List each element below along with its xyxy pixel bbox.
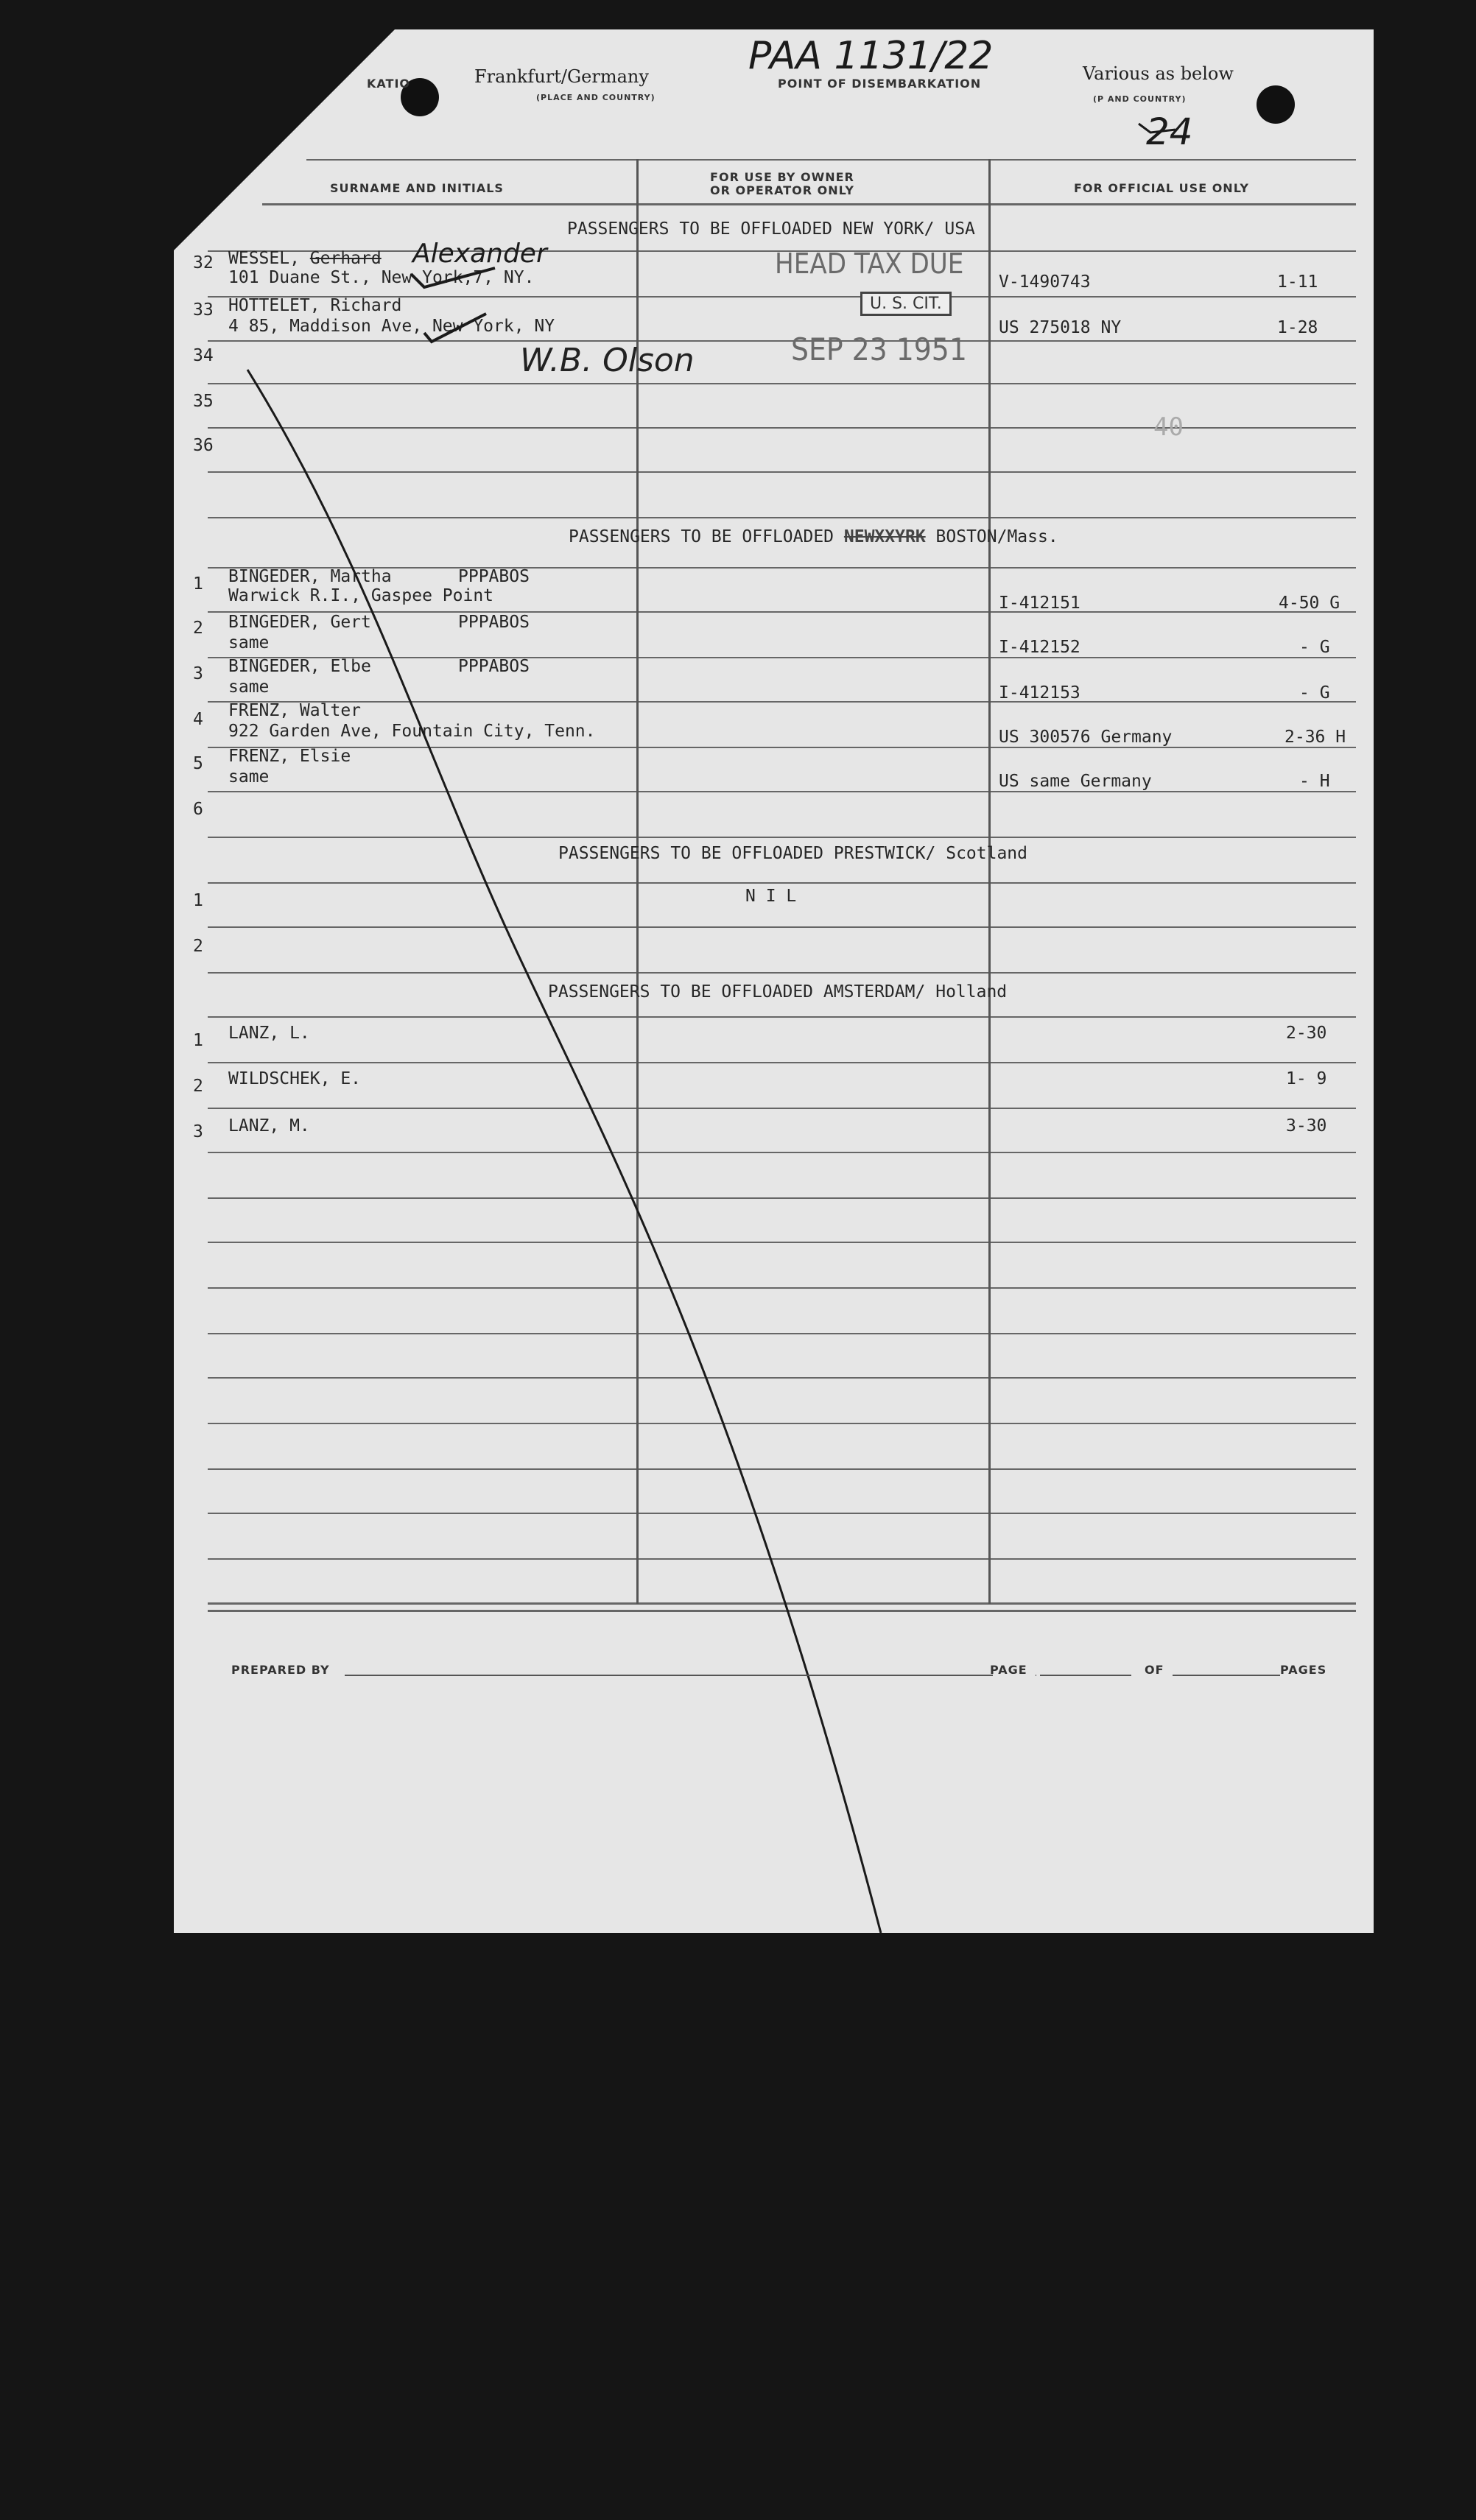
row-code-right: 1-28 [1277, 318, 1318, 337]
row-code-right: 2-30 [1286, 1024, 1327, 1043]
section-title-new-york: PASSENGERS TO BE OFFLOADED NEW YORK/ USA [567, 219, 975, 239]
row-code-right: - G [1299, 638, 1330, 657]
row-line1: LANZ, M. [228, 1116, 310, 1136]
row-line1: WESSEL, Gerhard [228, 249, 382, 268]
row-line2: same [228, 767, 270, 786]
row-number: 34 [193, 346, 214, 365]
cancellation-stroke [174, 29, 1374, 1933]
handwritten-mark: 24 [1146, 110, 1193, 153]
row-line1: BINGEDER, Gert [228, 613, 371, 632]
row-number: 3 [193, 1122, 203, 1141]
row-official: I-412151 [999, 594, 1080, 613]
row-number: 36 [193, 436, 214, 455]
row-number: 3 [193, 664, 203, 683]
inspector-signature: W.B. Olson [520, 342, 695, 379]
row-official: I-412153 [999, 683, 1080, 703]
row-number: 2 [193, 619, 203, 638]
row-number: 5 [193, 754, 203, 773]
row-code-right: - H [1299, 772, 1330, 791]
embarkation-label-fragment: KATIO [367, 77, 411, 91]
row-line1: BINGEDER, Martha [228, 567, 392, 586]
disembarkation-value: Various as below [1083, 63, 1234, 84]
row-code: PPPABOS [458, 657, 530, 676]
row-line2: same [228, 633, 270, 652]
row-line1: BINGEDER, Elbe [228, 657, 371, 676]
manifest-sheet [174, 29, 1374, 1933]
row-code-right: 2-36 H [1285, 728, 1346, 747]
section-title-amsterdam: PASSENGERS TO BE OFFLOADED AMSTERDAM/ Holland [548, 982, 1008, 1002]
section-title-prestwick: PASSENGERS TO BE OFFLOADED PRESTWICK/ Scotland [558, 844, 1027, 863]
row-number: 33 [193, 300, 214, 320]
row-line1: FRENZ, Elsie [228, 747, 351, 766]
row-line2: 4 85, Maddison Ave, New York, NY [228, 317, 555, 336]
row-official: V-1490743 [999, 272, 1091, 292]
prepared-by-line [345, 1675, 993, 1676]
row-official: US 275018 NY [999, 318, 1122, 337]
row-official: US same Germany [999, 772, 1152, 791]
disembarkation-label: POINT OF DISEMBARKATION [778, 77, 982, 91]
row-number: 2 [193, 937, 203, 956]
date-stamp: SEP 23 1951 [791, 331, 967, 367]
row-code-right: - G [1299, 683, 1330, 703]
row-number: 1 [193, 1031, 203, 1050]
of-line [1173, 1675, 1280, 1676]
pages-label: PAGES [1280, 1663, 1327, 1677]
row-line2: Warwick R.I., Gaspee Point [228, 586, 494, 605]
row-number: 32 [193, 253, 214, 272]
faded-number: 40 [1153, 412, 1184, 442]
head-tax-stamp: HEAD TAX DUE [775, 247, 964, 280]
prepared-by-label: PREPARED BY [231, 1663, 330, 1677]
row-number: 6 [193, 800, 203, 819]
page-line [1040, 1675, 1131, 1676]
place-of-embarkation: Frankfurt/Germany [474, 66, 649, 87]
page-label: PAGE [990, 1663, 1027, 1677]
place-sub-label: (PLACE AND COUNTRY) [536, 93, 656, 102]
row-line1: HOTTELET, Richard [228, 296, 402, 315]
row-line1: FRENZ, Walter [228, 701, 362, 720]
row-line1: LANZ, L. [228, 1024, 310, 1043]
section-title-boston: PASSENGERS TO BE OFFLOADED NEWXXYRK BOSTON/Mass. [569, 527, 1058, 546]
handwritten-top-number: PAA 1131/22 [748, 34, 994, 78]
row-line2: same [228, 677, 270, 697]
row-code: PPPABOS [458, 567, 530, 586]
col-header-surname: SURNAME AND INITIALS [330, 181, 504, 195]
row-official: I-412152 [999, 638, 1080, 657]
row-number: 1 [193, 891, 203, 910]
row-line2: 922 Garden Ave, Fountain City, Tenn. [228, 722, 596, 741]
row-code-right: 4-50 G [1279, 594, 1340, 613]
row-line1: WILDSCHEK, E. [228, 1069, 362, 1088]
row-number: 1 [193, 574, 203, 594]
row-official: US 300576 Germany [999, 728, 1173, 747]
row-number: 4 [193, 710, 203, 729]
disembarkation-sub-label: (P AND COUNTRY) [1093, 94, 1187, 104]
row-line2: 101 Duane St., New York,7, NY. [228, 268, 535, 287]
row-code-right: 3-30 [1286, 1116, 1327, 1136]
row-code-right: 1-11 [1277, 272, 1318, 292]
col-header-official: FOR OFFICIAL USE ONLY [1074, 181, 1249, 195]
nil-text: N I L [745, 887, 797, 906]
row-code: PPPABOS [458, 613, 530, 632]
col-header-owner: FOR USE BY OWNER OR OPERATOR ONLY [710, 170, 854, 197]
row-number: 2 [193, 1077, 203, 1096]
row-number: 35 [193, 392, 214, 411]
row-code-right: 1- 9 [1286, 1069, 1327, 1088]
of-label: OF [1145, 1663, 1164, 1677]
handwritten-name: Alexander [412, 239, 547, 269]
us-cit-stamp: U. S. CIT. [860, 292, 952, 316]
